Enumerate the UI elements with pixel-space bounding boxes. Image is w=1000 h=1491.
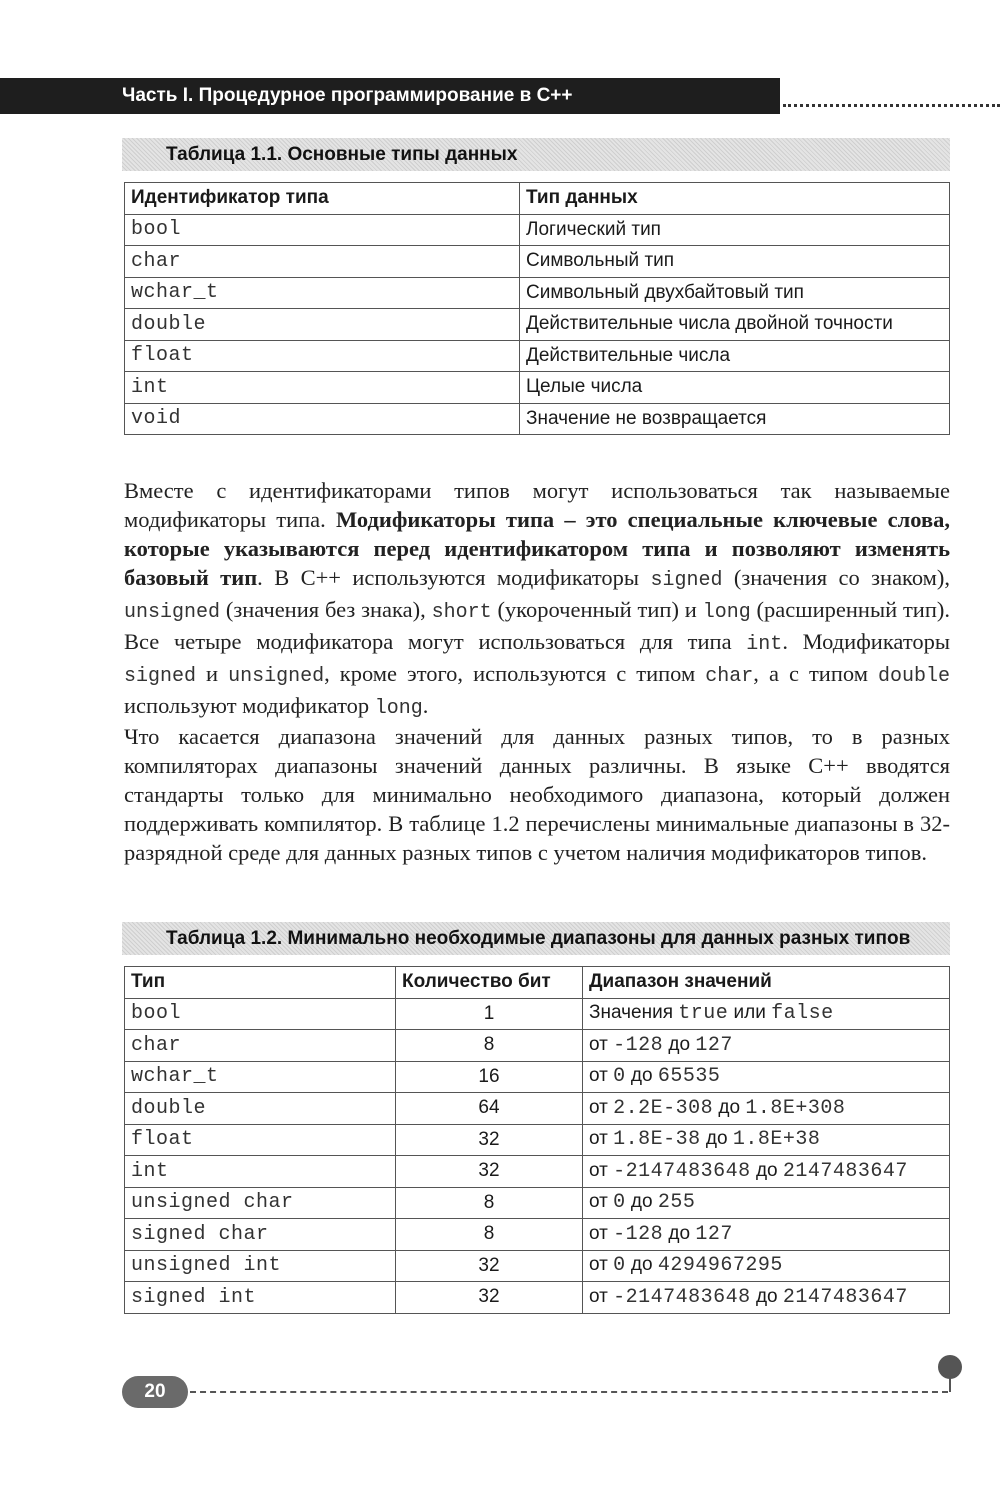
range-to: 1.8E+38 [732,1128,821,1152]
range-prefix: от [589,1191,614,1213]
text-span: , кроме этого, используются с типом [324,661,706,686]
table-row [125,403,950,435]
text-span: и [196,661,229,686]
header-type-id: Идентификатор типа [125,183,520,215]
table-row [125,998,950,1030]
text-span: (укороченный тип) и [491,597,703,622]
range-from: 2.2E-308 [613,1096,714,1120]
code-span: signed [124,665,197,688]
bits-cell: 32 [396,1250,583,1282]
table1-caption: Таблица 1.1. Основные типы данных [122,138,950,171]
range-prefix: от [589,1033,614,1055]
bits-cell: 8 [396,1219,583,1251]
paragraph-modifiers [124,476,950,723]
type-cell: unsigned char [125,1187,396,1219]
range-mid: до [700,1128,733,1150]
range-mid: до [713,1096,746,1118]
bits-cell: 64 [396,1093,583,1125]
header-dotted-rule [783,104,1000,107]
range-prefix: от [589,1222,614,1244]
range-prefix: Значения [589,1002,679,1024]
range-mid: до [663,1033,696,1055]
table-row [125,1061,950,1093]
code-span: long [374,697,423,720]
type-id-cell: int [125,372,520,404]
range-to: 65535 [657,1065,721,1089]
header-type: Тип [125,967,396,999]
definition-bold: Модификаторы типа – это специальные ключевые слова, которые указываются перед идентификатором типа и позволяют изменять базовый тип [124,507,950,590]
range-cell [583,1124,950,1156]
range-cell [583,1250,950,1282]
range-mid: до [625,1254,658,1276]
header-data-type: Тип данных [520,183,950,215]
range-prefix: от [589,1128,614,1150]
table-header-row [125,967,950,999]
range-to: false [771,1002,834,1026]
range-mid: или [728,1002,772,1024]
type-desc-cell: Целые числа [520,372,950,404]
type-desc-cell: Символьный двухбайтовый тип [520,277,950,309]
table2-ranges [124,966,950,1314]
range-mid: до [663,1222,696,1244]
type-desc-cell: Символьный тип [520,246,950,278]
range-cell [583,1093,950,1125]
code-span: unsigned [228,665,325,688]
code-span: short [431,601,492,624]
type-cell: double [125,1093,396,1125]
type-cell: unsigned int [125,1250,396,1282]
type-desc-cell: Логический тип [520,214,950,246]
bits-cell: 16 [396,1061,583,1093]
code-span: double [877,665,950,688]
table2-caption: Таблица 1.2. Минимально необходимые диапазоны для данных разных типов [122,922,950,955]
text-span: , а с типом [753,661,878,686]
range-from: -128 [613,1033,664,1057]
paragraph-ranges: Что касается диапазона значений для данных разных типов, то в разных компиляторах диапазоны значений данных различны. В языке C++ вводятся стандарты только для минимально необходимого диапазона, который должен поддерживать компилятор. В таблице 1.2 перечислены минимальные диапазоны в 32-разрядной среде для данных разных типов с учетом наличия модификаторов типов. [124,724,950,865]
table-row [125,1250,950,1282]
text-span: . Модификаторы [782,629,950,654]
text-span: . [422,693,429,718]
bits-cell: 32 [396,1124,583,1156]
range-prefix: от [589,1159,614,1181]
table-row [125,1124,950,1156]
bits-cell: 1 [396,998,583,1030]
bits-cell: 32 [396,1282,583,1314]
range-from: 0 [613,1254,626,1278]
type-id-cell: bool [125,214,520,246]
range-mid: до [625,1191,658,1213]
type-cell: char [125,1030,396,1062]
range-from: true [678,1002,729,1026]
type-cell: signed int [125,1282,396,1314]
table-row [125,309,950,341]
text-span: используют модификатор [124,693,375,718]
bits-cell: 8 [396,1187,583,1219]
range-cell [583,1030,950,1062]
table-row [125,1030,950,1062]
header-range: Диапазон значений [583,967,950,999]
code-span: signed [650,569,723,592]
code-span: int [746,633,783,656]
range-cell [583,1061,950,1093]
range-prefix: от [589,1254,614,1276]
table-row [125,1282,950,1314]
range-from: -2147483648 [613,1159,751,1183]
table-header-row [125,183,950,215]
range-cell [583,1187,950,1219]
range-to: 2147483647 [782,1285,908,1309]
table-row [125,372,950,404]
range-from: 1.8E-38 [613,1128,701,1152]
pin-stem [949,1378,951,1392]
range-prefix: от [589,1096,614,1118]
footer-dashed-rule [190,1391,948,1393]
range-from: 0 [613,1065,626,1089]
type-id-cell: void [125,403,520,435]
type-desc-cell: Действительные числа двойной точности [520,309,950,341]
range-to: 255 [657,1191,696,1215]
table-row [125,1187,950,1219]
table1-basic-types [124,182,950,435]
range-mid: до [750,1159,783,1181]
range-cell [583,1156,950,1188]
header-bits: Количество бит [396,967,583,999]
table-row [125,340,950,372]
type-id-cell: float [125,340,520,372]
type-cell: int [125,1156,396,1188]
code-span: char [705,665,754,688]
type-id-cell: double [125,309,520,341]
range-cell [583,1282,950,1314]
pin-icon [938,1355,962,1379]
code-span: long [702,601,751,624]
type-cell: signed char [125,1219,396,1251]
range-from: -128 [613,1222,664,1246]
running-header: Часть I. Процедурное программирование в C++ [0,78,780,114]
type-desc-cell: Действительные числа [520,340,950,372]
table-row [125,1156,950,1188]
type-cell: float [125,1124,396,1156]
range-to: 127 [695,1033,733,1057]
text-span: (расширенный тип). Все четыре модификатора могут использоваться для типа [124,597,950,654]
range-prefix: от [589,1285,614,1307]
range-mid: до [625,1065,658,1087]
range-cell [583,998,950,1030]
range-to: 1.8E+308 [745,1096,846,1120]
bits-cell: 32 [396,1156,583,1188]
text-span: . В C++ используются модификаторы [257,565,651,590]
table-row [125,1219,950,1251]
text-span: Вместе с идентификаторами типов могут использоваться так называемые модификаторы типа. [124,478,950,532]
text-span: (значения без знака), [220,597,432,622]
type-id-cell: wchar_t [125,277,520,309]
range-to: 4294967295 [657,1254,783,1278]
table-row [125,246,950,278]
range-mid: до [750,1285,783,1307]
text-span: (значения со знаком), [722,565,951,590]
page-number: 20 [122,1376,188,1408]
range-from: -2147483648 [613,1285,751,1309]
range-prefix: от [589,1065,614,1087]
table-row [125,1093,950,1125]
range-from: 0 [613,1191,626,1215]
range-to: 2147483647 [782,1159,908,1183]
type-cell: wchar_t [125,1061,396,1093]
table-row [125,277,950,309]
range-cell [583,1219,950,1251]
range-to: 127 [695,1222,733,1246]
code-span: unsigned [124,601,221,624]
bits-cell: 8 [396,1030,583,1062]
table-row [125,214,950,246]
type-cell: bool [125,998,396,1030]
type-desc-cell: Значение не возвращается [520,403,950,435]
type-id-cell: char [125,246,520,278]
